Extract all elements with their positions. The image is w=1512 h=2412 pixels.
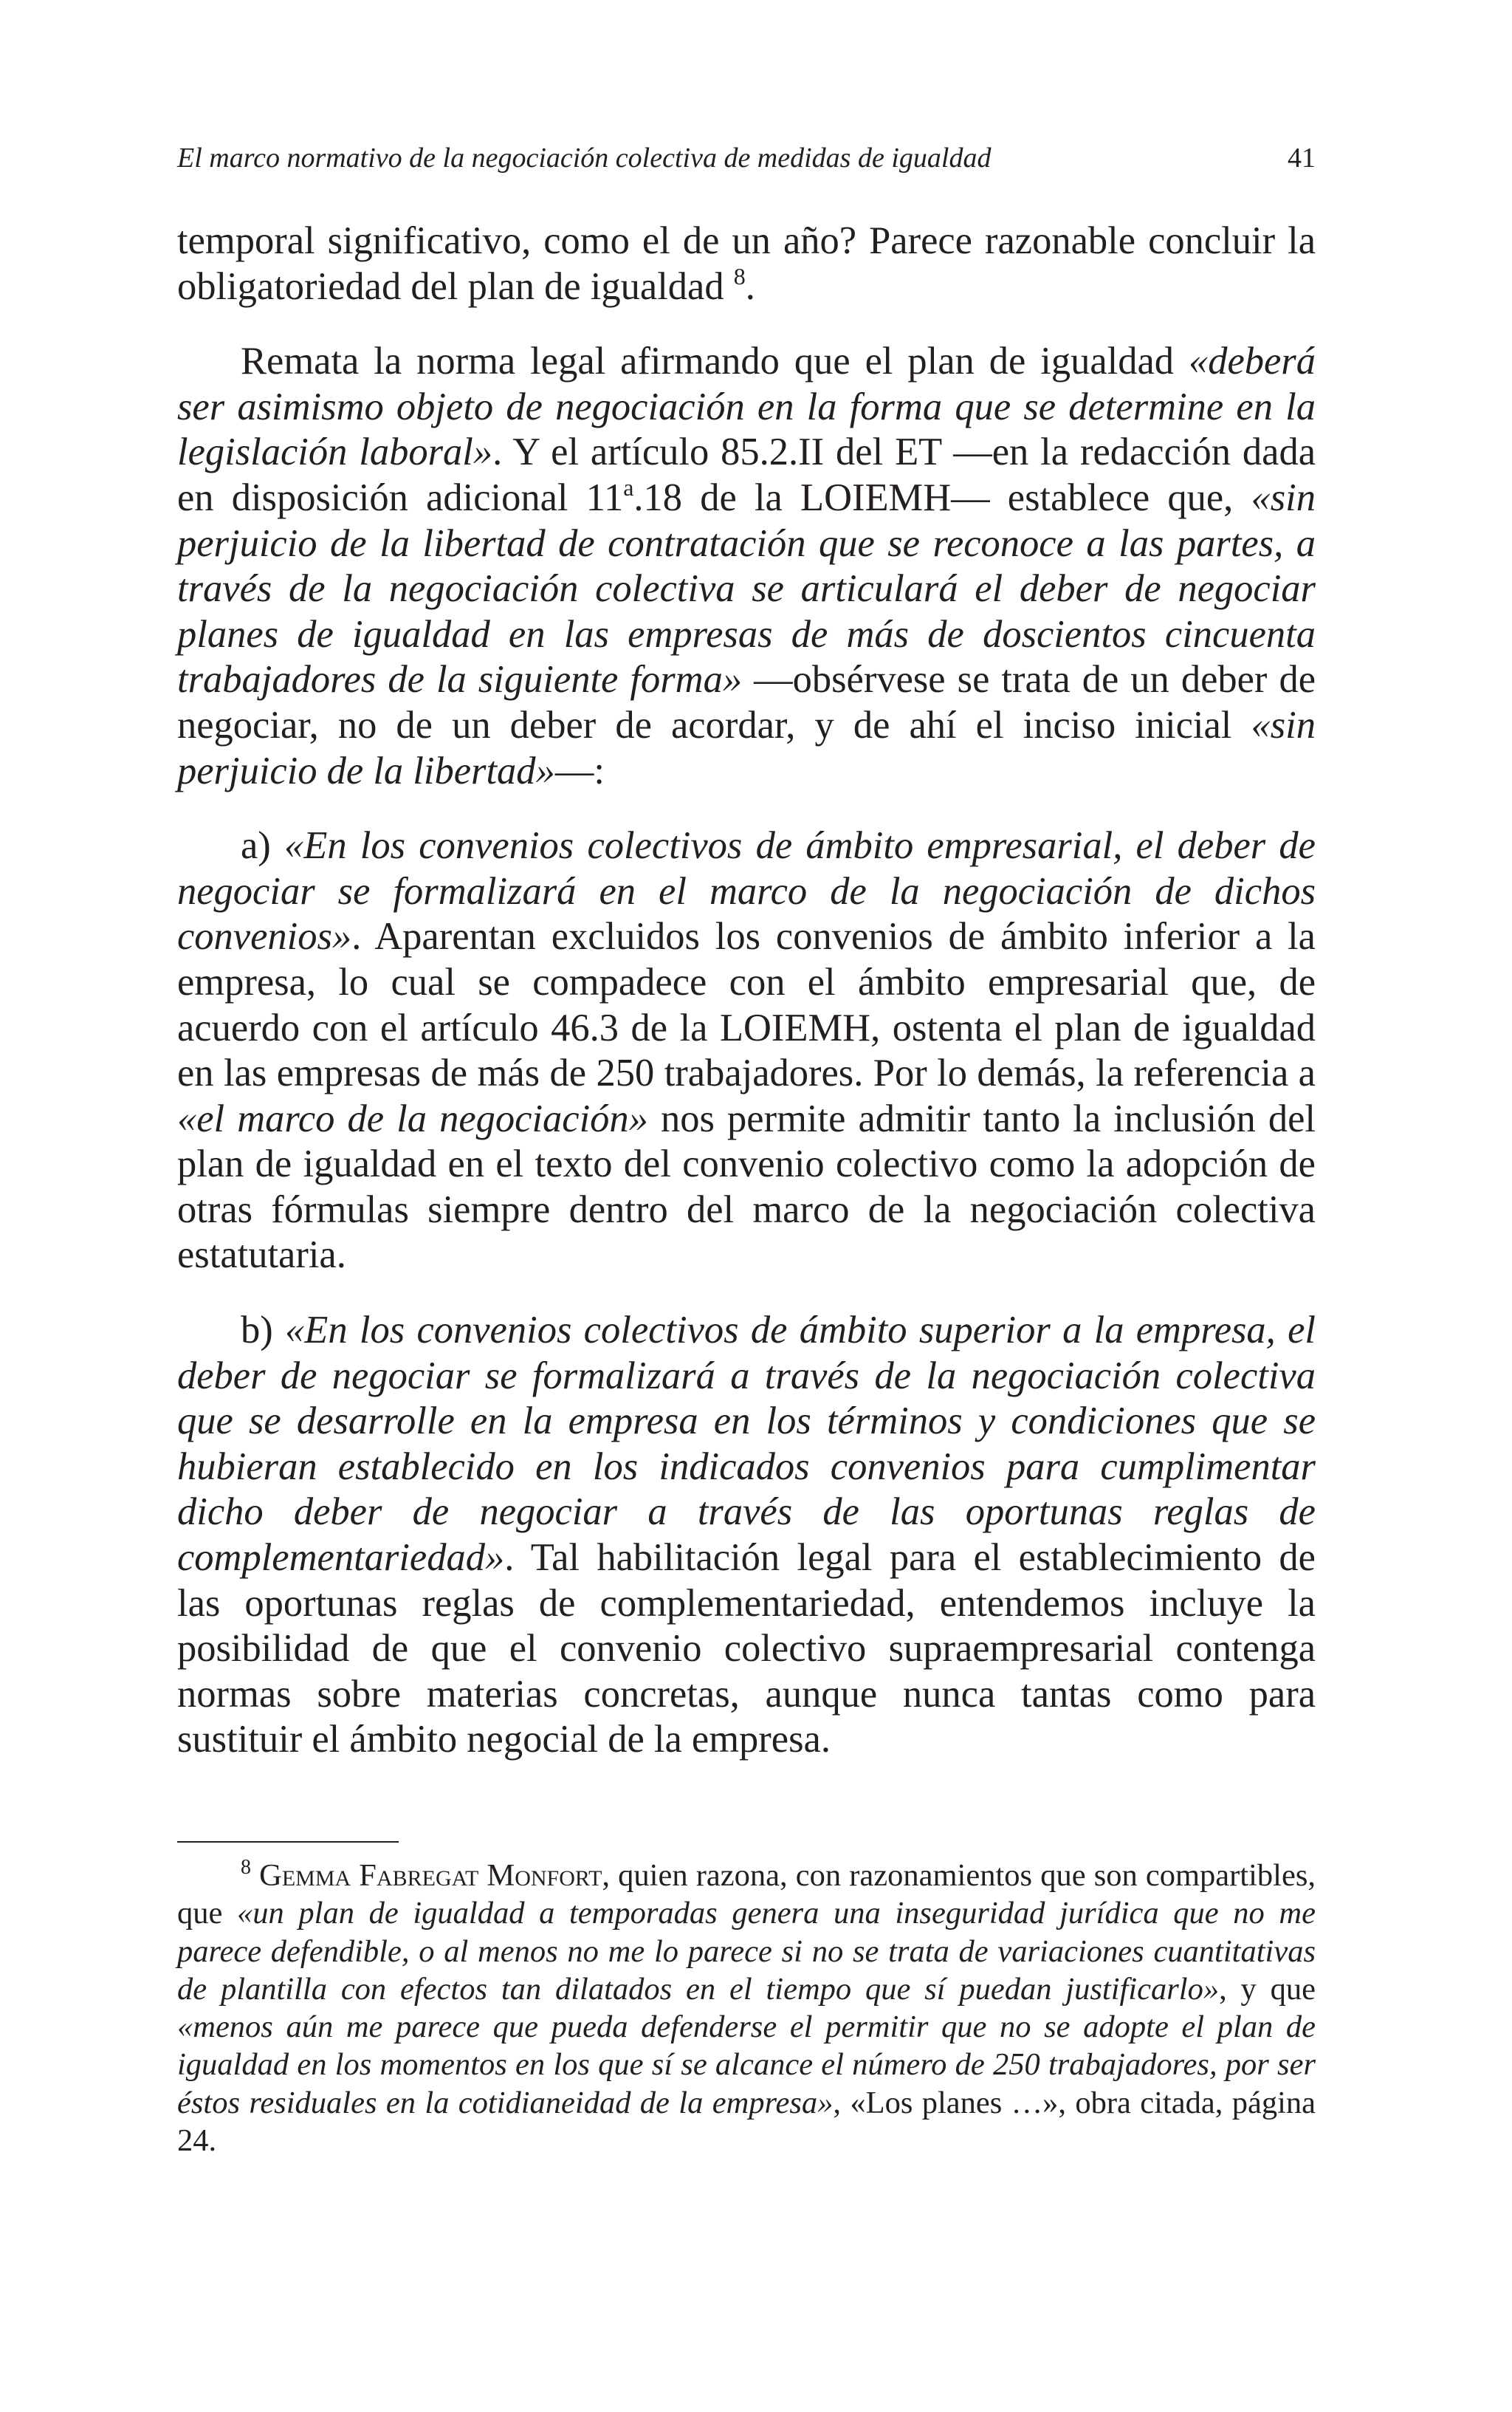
paragraph-4 xyxy=(177,1308,1316,1763)
footnote-reference-8[interactable]: 8 xyxy=(733,262,746,289)
paragraph-1-text: temporal significativo, como el de un año? Parece razonable concluir la obligatoriedad del plan de igualdad xyxy=(177,219,1316,308)
paragraph-4-text-1: . Tal habilitación legal para el establecimiento de las oportunas reglas de complementariedad, entendemos incluye la posibilidad de que el convenio colectivo supraempresarial contenga normas sobre materias concretas, aunque nunca tantas como para sustituir el ámbito negocial de la empresa. xyxy=(177,1536,1316,1761)
page-number: 41 xyxy=(1288,143,1316,174)
paragraph-1 xyxy=(177,219,1316,309)
footnote-separator xyxy=(177,1841,399,1843)
footnote-number: 8 xyxy=(241,1856,251,1879)
paragraph-1-end: . xyxy=(745,264,755,308)
running-title: El marco normativo de la negociación colectiva de medidas de igualdad xyxy=(177,143,992,174)
paragraph-2-quote-1: «deberá ser asimismo objeto de negociación en la forma que se determine en la legislación laboral» xyxy=(177,340,1316,474)
paragraph-3-quote-1: «En los convenios colectivos de ámbito empresarial, el deber de negociar se formalizará en el marco de la negociación de dichos convenios» xyxy=(177,824,1316,959)
paragraph-2 xyxy=(177,339,1316,794)
list-marker-a: a) xyxy=(241,824,285,868)
ordinal-indicator: a xyxy=(623,473,634,501)
paragraph-3-text-2: nos permite admitir tanto la inclusión del plan de igualdad en el texto del convenio colectivo como la adopción de otras fórmulas siempre dentro del marco de la negociación colectiva estatutaria. xyxy=(177,1097,1316,1277)
paragraph-4-quote-1: «En los convenios colectivos de ámbito superior a la empresa, el deber de negociar se formalizará a través de la negociación colectiva que se desarrolle en la empresa en los términos y condiciones que se hubieran establecido en los indicados convenios para cumplimentar dicho deber de negociar a través de las oportunas reglas de complementariedad» xyxy=(177,1309,1316,1580)
paragraph-2-text-4: —obsérvese se trata de un deber de negociar, no de un deber de acordar, y de ahí el inciso inicial xyxy=(177,658,1316,747)
footnote-author: Gemma Fabregat Monfort xyxy=(259,1858,602,1893)
footnote-text-3: , «Los planes …», obra citada, página 24. xyxy=(177,2085,1316,2159)
footnote-quote-1: «un plan de igualdad a temporadas genera una inseguridad jurídica que no me parece defendible, o al menos no me lo parece si no se trata de variaciones cuantitativas de plantilla con efectos tan dilatados en el tiempo que sí puedan justificarlo» xyxy=(177,1896,1316,2007)
footnote-text-2: , y que xyxy=(1219,1971,1316,2007)
footnote-text-1: , quien razona, con razonamientos que son compartibles, que xyxy=(177,1858,1316,1931)
footnote-quote-2: «menos aún me parece que pueda defenderse el permitir que no se adopte el plan de igualdad en los momentos en los que sí se alcance el número de 250 trabajadores, por ser éstos residuales en la cotidianeidad de la empresa» xyxy=(177,2010,1316,2120)
paragraph-2-text-1: Remata la norma legal afirmando que el plan de igualdad xyxy=(241,340,1189,383)
paragraph-2-text-5: —: xyxy=(554,749,605,792)
paragraph-2-text-2: . Y el artículo 85.2.II del ET —en la redacción dada en disposición adicional 11 xyxy=(177,431,1316,519)
paragraph-3-quote-2: «el marco de la negociación» xyxy=(177,1097,648,1140)
paragraph-3-text-1: . Aparentan excluidos los convenios de ámbito inferior a la empresa, lo cual se compadece con el ámbito empresarial que, de acuerdo con el artículo 46.3 de la LOIEMH, ostenta el plan de igualdad en las empresas de más de 250 trabajadores. Por lo demás, la referencia a xyxy=(177,915,1316,1095)
paragraph-2-quote-3: «sin perjuicio de la libertad» xyxy=(177,703,1316,792)
list-marker-b: b) xyxy=(241,1309,286,1352)
footnote-8 xyxy=(177,1857,1316,2159)
main-text xyxy=(177,219,1316,1763)
paragraph-2-text-3: .18 de la LOIEMH— establece que, xyxy=(633,476,1251,519)
paragraph-2-quote-2: «sin perjuicio de la libertad de contratación que se reconoce a las partes, a través de la negociación colectiva se articulará el deber de negociar planes de igualdad en las empresas de más de doscientos cincuenta trabajadores de la siguiente forma» xyxy=(177,476,1316,702)
running-header xyxy=(177,136,1316,180)
paragraph-3 xyxy=(177,823,1316,1278)
